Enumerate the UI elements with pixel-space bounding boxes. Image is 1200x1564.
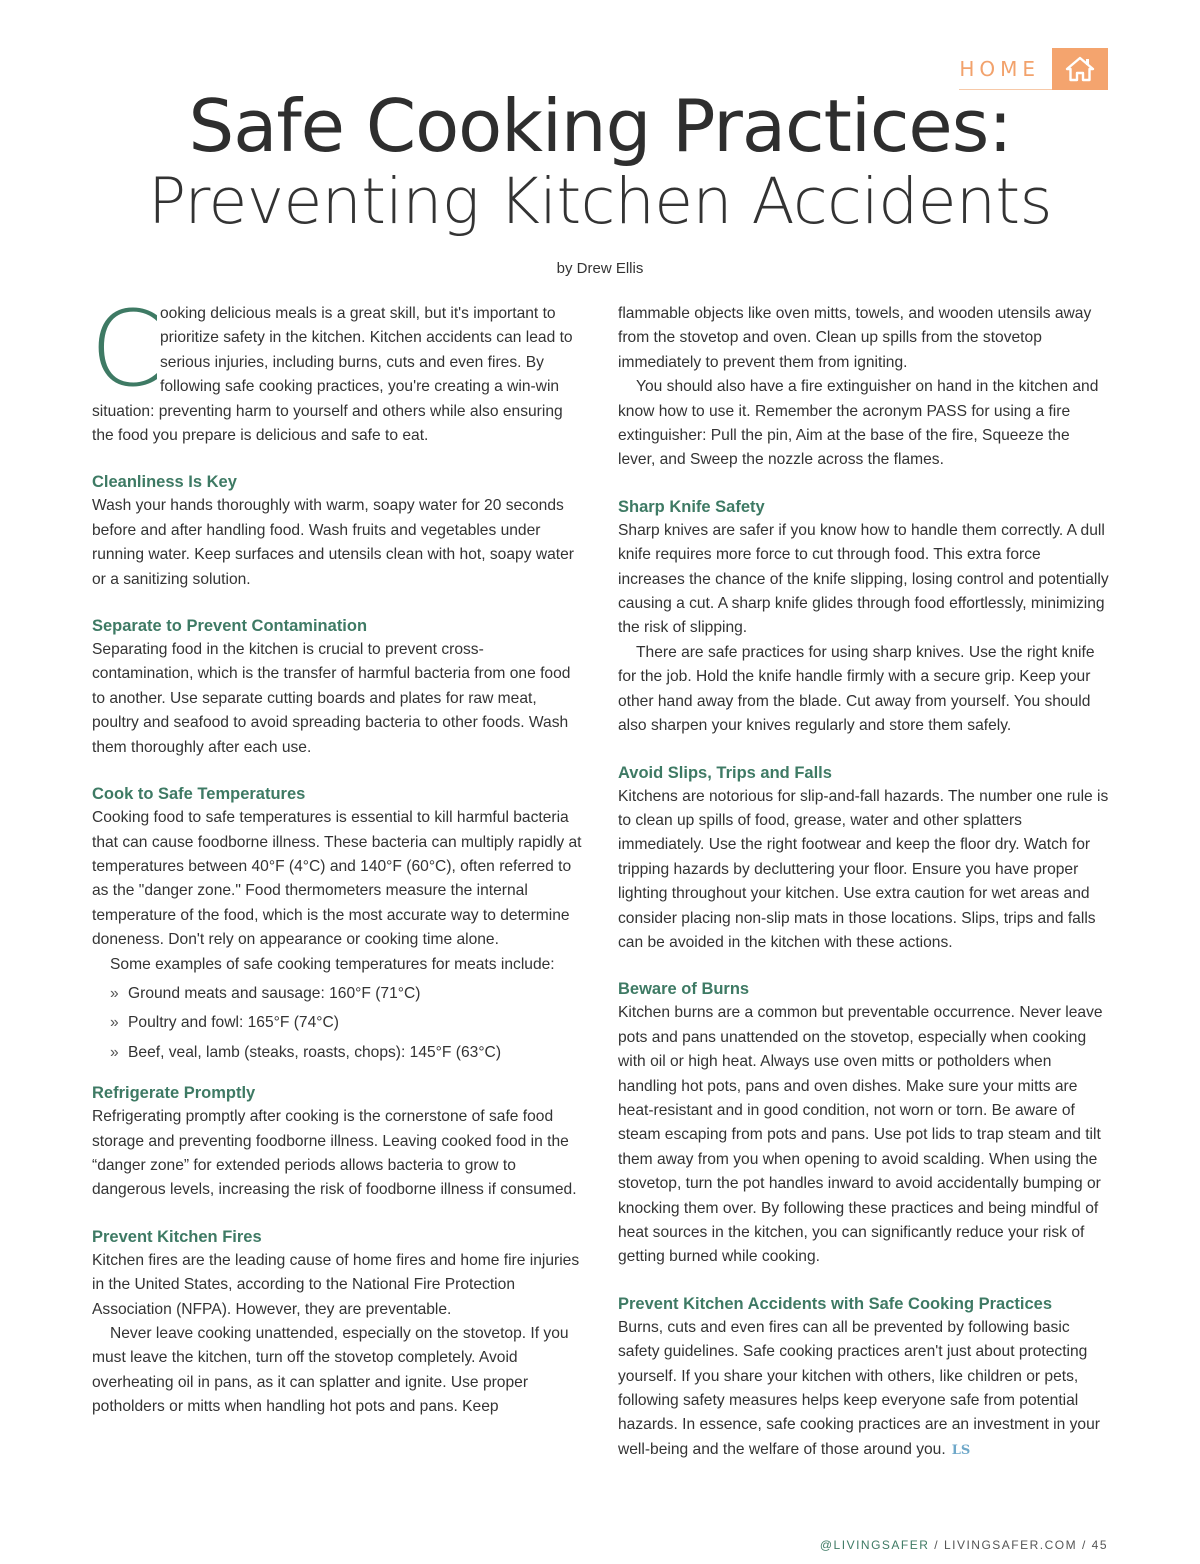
paragraph-fires-1: Kitchen fires are the leading cause of home fires and home fire injuries in the United States, according to the National Fire Protection Association (NFPA). However, they are preventable.: [92, 1251, 580, 1318]
paragraph-knife-1: Sharp knives are safer if you know how to handle them correctly. A dull knife requires more force to cut through food. This extra force increases the chance of the knife slipping, losing control and potentially causing a cut. A sharp knife glides through food effortlessly, minimizing the risk of slipping.: [618, 521, 1109, 637]
footer-website: LIVINGSAFER.COM: [943, 1538, 1078, 1552]
intro-paragraph: C ooking delicious meals is a great skill, but it's important to prioritize safety in the kitchen. Kitchen accidents can lead to serious injuries, including burns, cuts and even fires. By following safe cooking practices, you're creating a win-win situation: preventing harm to yourself and others while also ensuring the food you prepare is delicious and safe to eat.: [90, 288, 573, 445]
heading-fires: Prevent Kitchen Fires: [92, 1227, 262, 1246]
article-subtitle: Preventing Kitchen Accidents: [148, 165, 1052, 238]
temperature-list: [92, 982, 582, 1065]
paragraph-temperatures-examples: Some examples of safe cooking temperatures for meats include:: [110, 955, 555, 973]
paragraph-separate: Separating food in the kitchen is crucial to prevent cross-contamination, which is the transfer of harmful bacteria from one food to another. Use separate cutting boards and plates for raw meat, poultry and seafood to avoid spreading bacteria to other foods. Wash them thoroughly after each use.: [92, 641, 571, 756]
paragraph-temperatures: Cooking food to safe temperatures is essential to kill harmful bacteria that can cause foodborne illness. These bacteria can multiply rapidly at temperatures between 40°F (4°C) and 140°F (60°C), often referred to as the "danger zone." Food thermometers measure the internal temperature of the food, which is the most accurate way to determine doneness. Don't rely on appearance or cooking time alone.: [92, 809, 582, 949]
footer-separator: /: [1077, 1538, 1092, 1552]
paragraph-refrigerate: Refrigerating promptly after cooking is the cornerstone of safe food storage and preventing foodborne illness. Leaving cooked food in the “danger zone” for extended periods allows bacteria to grow to dangerous levels, increasing the risk of foodborne illness if consumed.: [92, 1108, 577, 1199]
heading-temperatures: Cook to Safe Temperatures: [92, 785, 306, 804]
home-icon: [1052, 48, 1108, 90]
heading-slips: Avoid Slips, Trips and Falls: [618, 763, 832, 782]
footer-social: @LIVINGSAFER: [819, 1538, 930, 1552]
end-mark: LS: [951, 1442, 971, 1458]
list-item: » Ground meats and sausage: 160°F (71°C): [92, 982, 582, 1006]
heading-refrigerate: Refrigerate Promptly: [92, 1084, 256, 1103]
paragraph-fires-4: You should also have a fire extinguisher on hand in the kitchen and know how to use it. Remember the acronym PASS for using a fire extinguisher: Pull the pin, Aim at the base of the fire, Squeeze the lever, and Sweep the nozzle across the flames.: [618, 378, 1099, 469]
footer-separator: /: [929, 1538, 944, 1552]
list-item: » Beef, veal, lamb (steaks, roasts, chops): 145°F (63°C): [92, 1041, 582, 1065]
heading-burns: Beware of Burns: [618, 980, 750, 999]
paragraph-fires-3: flammable objects like oven mitts, towels, and wooden utensils away from the stovetop and oven. Clean up spills from the stovetop immediately to prevent them from igniting.: [618, 305, 1092, 371]
heading-knife: Sharp Knife Safety: [618, 497, 765, 516]
page-number: 45: [1091, 1538, 1108, 1552]
drop-cap: C: [90, 288, 163, 410]
paragraph-knife-2: There are safe practices for using sharp knives. Use the right knife for the job. Hold the knife handle firmly with a secure grip. Keep your other hand away from the blade. Cut away from yourself. You should also sharpen your knives regularly and store them safely.: [618, 643, 1095, 735]
paragraph-slips: Kitchens are notorious for slip-and-fall hazards. The number one rule is to clean up spills of food, grease, water and other splatters immediately. Use the right footwear and keep the floor dry. Watch for tripping hazards by decluttering your floor. Ensure you have proper lighting throughout your kitchen. Use extra caution for wet areas and consider placing non-slip mats in those locations. Slips, trips and falls can be avoided in the kitchen with these actions.: [618, 787, 1109, 951]
heading-cleanliness: Cleanliness Is Key: [92, 473, 237, 492]
article-byline: by Drew Ellis: [556, 260, 644, 277]
paragraph-cleanliness: Wash your hands thoroughly with warm, soapy water for 20 seconds before and after handling food. Wash fruits and vegetables under running water. Keep surfaces and utensils clean with hot, soapy water or a sanitizing solution.: [92, 497, 574, 588]
paragraph-burns: Kitchen burns are a common but preventable occurrence. Never leave pots and pans unattended on the stovetop, especially when cooking with oil or high heat. Always use oven mitts or potholders when handling hot pots, pans and oven dishes. Make sure your mitts are heat-resistant and in good condition, not worn or torn. Be aware of steam escaping from pots and pans. Use pot lids to trap steam and tilt them away from you when opening to avoid scalding. When using the stovetop, turn the pot handles inward to avoid accidentally bumping or knocking them over. By following these practices and being mindful of heat sources in the kitchen, you can significantly reduce your risk of getting burned while cooking.: [618, 1004, 1103, 1266]
page-footer: [820, 1538, 1108, 1552]
left-column: [90, 288, 582, 1420]
heading-conclusion: Prevent Kitchen Accidents with Safe Cooking Practices: [618, 1294, 1053, 1313]
paragraph-conclusion: Burns, cuts and even fires can all be prevented by following basic safety guidelines. Safe cooking practices aren't just about protecting yourself. If you share your kitchen with others, like children or pets, following safety measures helps keep everyone safe from potential hazards. In essence, safe cooking practices are an investment in your well-being and the welfare of those around you. LS: [618, 1318, 1100, 1458]
section-label: HOME: [959, 48, 1052, 90]
heading-separate: Separate to Prevent Contamination: [92, 617, 368, 636]
right-column: [618, 302, 1110, 1463]
article-title: Safe Cooking Practices:: [188, 84, 1012, 168]
paragraph-fires-2: Never leave cooking unattended, especially on the stovetop. If you must leave the kitchen, turn off the stovetop completely. Avoid overheating oil in pans, as it can splatter and ignite. Use proper potholders or mitts when handling hot pots and pans. Keep: [92, 1325, 569, 1416]
list-item: » Poultry and fowl: 165°F (74°C): [92, 1011, 582, 1035]
